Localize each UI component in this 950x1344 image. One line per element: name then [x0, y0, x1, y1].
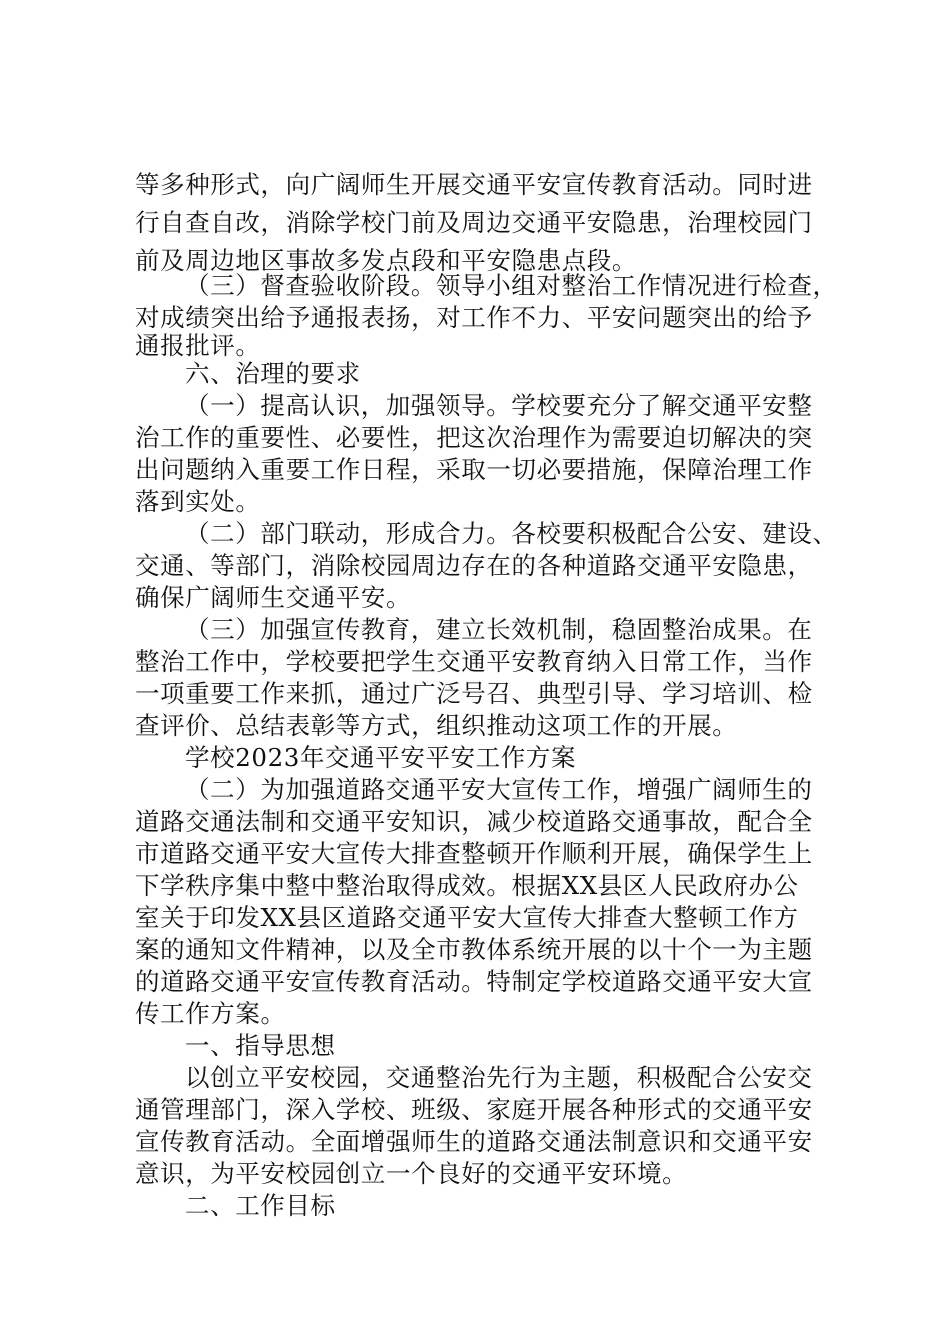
- text-line: 通报批评。: [135, 331, 261, 360]
- text-line: 下学秩序集中整中整治取得成效。根据XX县区人民政府办公: [135, 871, 799, 900]
- text-line: （二）为加强道路交通平安大宣传工作，增强广阔师生的: [185, 775, 813, 804]
- text-line: 案的通知文件精神，以及全市教体系统开展的以十个一为主题: [135, 935, 813, 964]
- text-line: 室关于印发XX县区道路交通平安大宣传大排查大整顿工作方: [135, 903, 799, 932]
- text-line: （三）加强宣传教育，建立长效机制，稳固整治成果。在: [185, 615, 813, 644]
- text-line: 整治工作中，学校要把学生交通平安教育纳入日常工作，当作: [135, 647, 813, 676]
- text-line: 以创立平安校园，交通整治先行为主题，积极配合公安交: [185, 1063, 813, 1092]
- section-heading: 六、治理的要求: [185, 359, 361, 388]
- text-line: 道路交通法制和交通平安知识，减少校道路交通事故，配合全: [135, 807, 813, 836]
- text-line: 宣传教育活动。全面增强师生的道路交通法制意识和交通平安: [135, 1127, 813, 1156]
- text-line: 市道路交通平安大宣传大排查整顿开作顺利开展，确保学生上: [135, 839, 813, 868]
- text-line: 一项重要工作来抓，通过广泛号召、典型引导、学习培训、检: [135, 679, 813, 708]
- text-line: 对成绩突出给予通报表扬，对工作不力、平安问题突出的给予: [135, 303, 813, 332]
- text-line: 意识，为平安校园创立一个良好的交通平安环境。: [135, 1159, 688, 1188]
- text-line: （二）部门联动，形成合力。各校要积极配合公安、建设、: [185, 519, 838, 548]
- text-line: （一）提高认识，加强领导。学校要充分了解交通平安整: [185, 391, 813, 420]
- text-line: 落到实处。: [135, 487, 261, 516]
- text-line: 前及周边地区事故多发点段和平安隐患点段。: [135, 246, 637, 275]
- text-line: 确保广阔师生交通平安。: [135, 583, 412, 612]
- document-title: 学校2023年交通平安平安工作方案: [185, 743, 577, 772]
- text-line: （三）督查验收阶段。领导小组对整治工作情况进行检查，: [185, 271, 838, 300]
- text-line: 行自查自改，消除学校门前及周边交通平安隐患，治理校园门: [135, 208, 813, 237]
- text-line: 出问题纳入重要工作日程，采取一切必要措施，保障治理工作: [135, 455, 813, 484]
- section-heading: 二、工作目标: [185, 1191, 336, 1220]
- text-line: 交通、等部门，消除校园周边存在的各种道路交通平安隐患，: [135, 551, 813, 580]
- text-line: 通管理部门，深入学校、班级、家庭开展各种形式的交通平安: [135, 1095, 813, 1124]
- text-line: 传工作方案。: [135, 999, 286, 1028]
- section-heading: 一、指导思想: [185, 1031, 336, 1060]
- text-line: 查评价、总结表彰等方式，组织推动这项工作的开展。: [135, 711, 738, 740]
- text-line: 的道路交通平安宣传教育活动。特制定学校道路交通平安大宣: [135, 967, 813, 996]
- text-line: 等多种形式，向广阔师生开展交通平安宣传教育活动。同时进: [135, 170, 813, 199]
- text-line: 治工作的重要性、必要性，把这次治理作为需要迫切解决的突: [135, 423, 813, 452]
